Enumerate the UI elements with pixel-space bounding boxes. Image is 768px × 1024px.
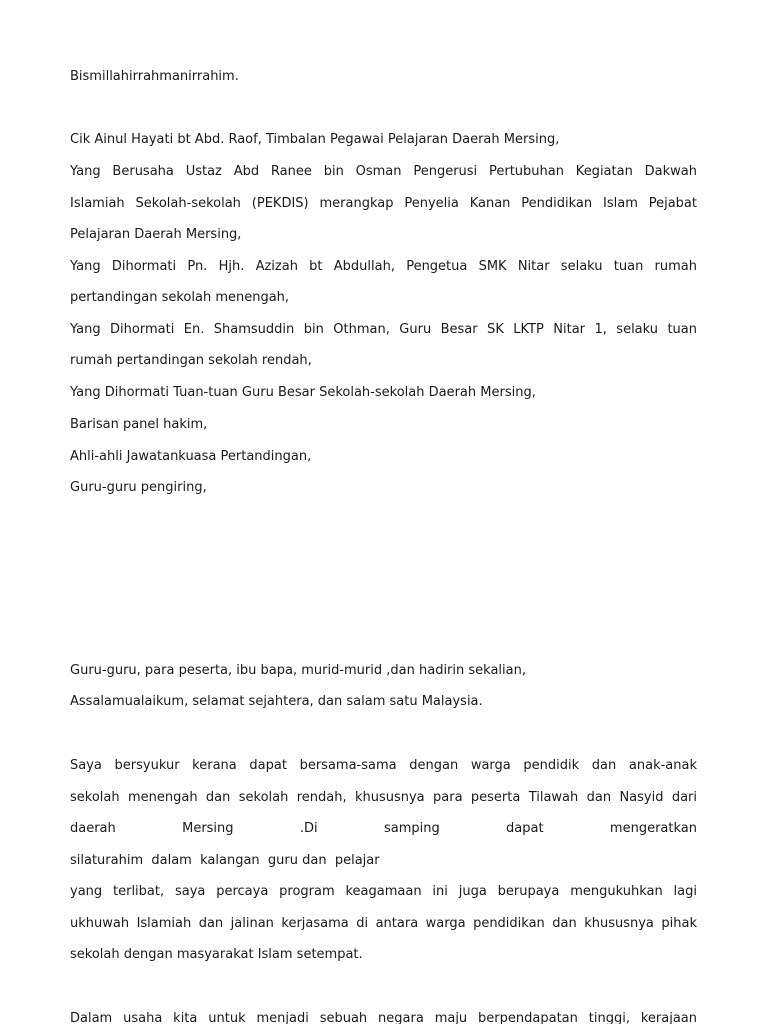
greeting-line: Guru-guru pengiring, (70, 480, 207, 495)
greeting-line: Yang Dihormati En. Shamsuddin bin Othman, Guru Besar SK LKTP Nitar 1, selaku tuan (70, 322, 697, 337)
greeting-line: Barisan panel hakim, (70, 417, 208, 432)
greeting-line: Yang Dihormati Pn. Hjh. Azizah bt Abdullah, Pengetua SMK Nitar selaku tuan rumah (70, 259, 697, 274)
paragraph-line: daerah Mersing .Di samping dapat mengeratkan (70, 821, 697, 836)
greeting-line: Yang Dihormati Tuan-tuan Guru Besar Sekolah-sekolah Daerah Mersing, (70, 385, 536, 400)
paragraph-line: Dalam usaha kita untuk menjadi sebuah negara maju berpendapatan tinggi, kerajaan (70, 1011, 697, 1024)
greeting-line: Ahli-ahli Jawatankuasa Pertandingan, (70, 449, 312, 464)
opening-line: Bismillahirrahmanirrahim. (70, 69, 239, 84)
paragraph-line: Saya bersyukur kerana dapat bersama-sama dengan warga pendidik dan anak-anak (70, 758, 697, 773)
paragraph-line: yang terlibat, saya percaya program keagamaan ini juga berupaya mengukuhkan lagi (70, 884, 697, 899)
paragraph-line: silaturahim dalam kalangan guru dan pelajar (70, 853, 380, 868)
salutation-line: Guru-guru, para peserta, ibu bapa, murid-murid ,dan hadirin sekalian, (70, 663, 526, 678)
paragraph-line: sekolah dengan masyarakat Islam setempat. (70, 947, 363, 962)
paragraph-line: ukhuwah Islamiah dan jalinan kerjasama di antara warga pendidikan dan khususnya pihak (70, 916, 697, 931)
greeting-line: Pelajaran Daerah Mersing, (70, 227, 242, 242)
paragraph-line: sekolah menengah dan sekolah rendah, khususnya para peserta Tilawah dan Nasyid dari (70, 790, 697, 805)
greeting-line: Yang Berusaha Ustaz Abd Ranee bin Osman Pengerusi Pertubuhan Kegiatan Dakwah (70, 164, 697, 179)
greeting-line: Islamiah Sekolah-sekolah (PEKDIS) merangkap Penyelia Kanan Pendidikan Islam Pejabat (70, 196, 697, 211)
greeting-line: Cik Ainul Hayati bt Abd. Raof, Timbalan Pegawai Pelajaran Daerah Mersing, (70, 132, 560, 147)
greeting-line: rumah pertandingan sekolah rendah, (70, 353, 312, 368)
salutation-line: Assalamualaikum, selamat sejahtera, dan salam satu Malaysia. (70, 694, 483, 709)
greeting-line: pertandingan sekolah menengah, (70, 290, 290, 305)
